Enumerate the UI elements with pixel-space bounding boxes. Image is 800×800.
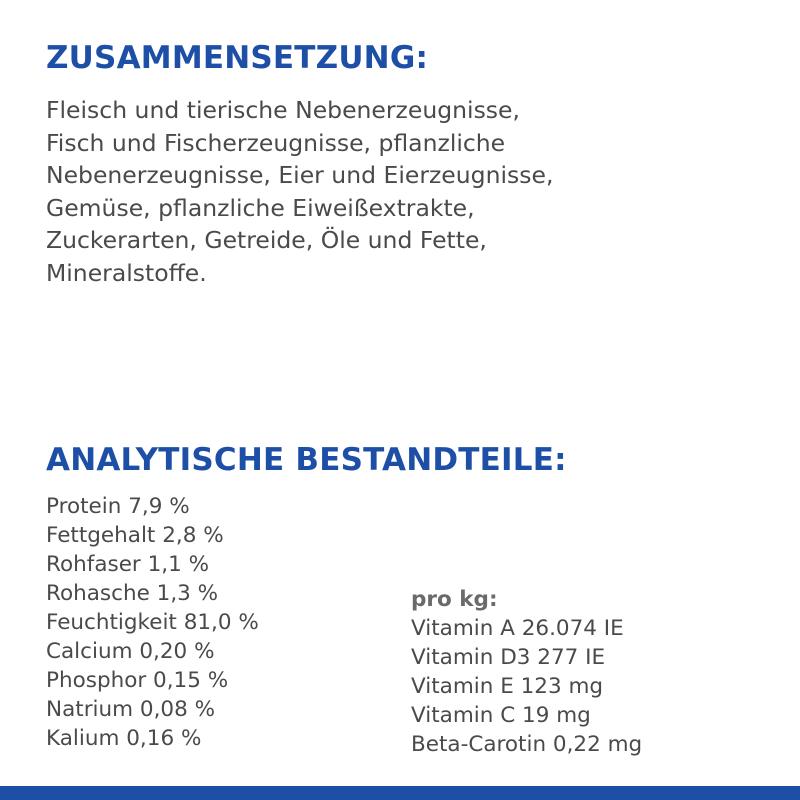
composition-heading: ZUSAMMENSETZUNG: [46, 40, 429, 76]
vitamin-list [411, 585, 642, 759]
vitamin-item: Vitamin E 123 mg [411, 674, 604, 699]
analysis-heading: ANALYTISCHE BESTANDTEILE: [46, 442, 567, 478]
composition-line: Zuckerarten, Getreide, Öle und Fette, [46, 226, 487, 254]
analysis-list [46, 492, 259, 753]
analysis-item: Rohasche 1,3 % [46, 581, 219, 606]
composition-line: Nebenerzeugnisse, Eier und Eierzeugnisse, [46, 161, 554, 189]
vitamin-item: Beta-Carotin 0,22 mg [411, 732, 643, 757]
analysis-item: Feuchtigkeit 81,0 % [46, 610, 259, 635]
composition-text [46, 94, 766, 289]
per-kg-label: pro kg: [411, 587, 498, 612]
composition-line: Fisch und Fischerzeugnisse, pflanzliche [46, 128, 506, 157]
bottom-accent-bar [0, 786, 800, 800]
analysis-item: Fettgehalt 2,8 % [46, 523, 224, 548]
analysis-item: Kalium 0,16 % [46, 726, 202, 751]
composition-line: Fleisch und tierische Nebenerzeugnisse, [46, 96, 520, 124]
composition-line: Mineralstoffe. [46, 258, 207, 287]
analysis-item: Rohfaser 1,1 % [46, 552, 210, 577]
vitamin-item: Vitamin C 19 mg [411, 703, 591, 728]
analysis-item: Protein 7,9 % [46, 494, 190, 519]
composition-line: Gemüse, pflanzliche Eiweißextrakte, [46, 193, 475, 222]
vitamin-item: Vitamin D3 277 IE [411, 645, 606, 670]
analysis-item: Calcium 0,20 % [46, 639, 215, 664]
analysis-item: Natrium 0,08 % [46, 697, 216, 722]
analysis-item: Phosphor 0,15 % [46, 668, 229, 693]
vitamin-item: Vitamin A 26.074 IE [411, 616, 624, 641]
